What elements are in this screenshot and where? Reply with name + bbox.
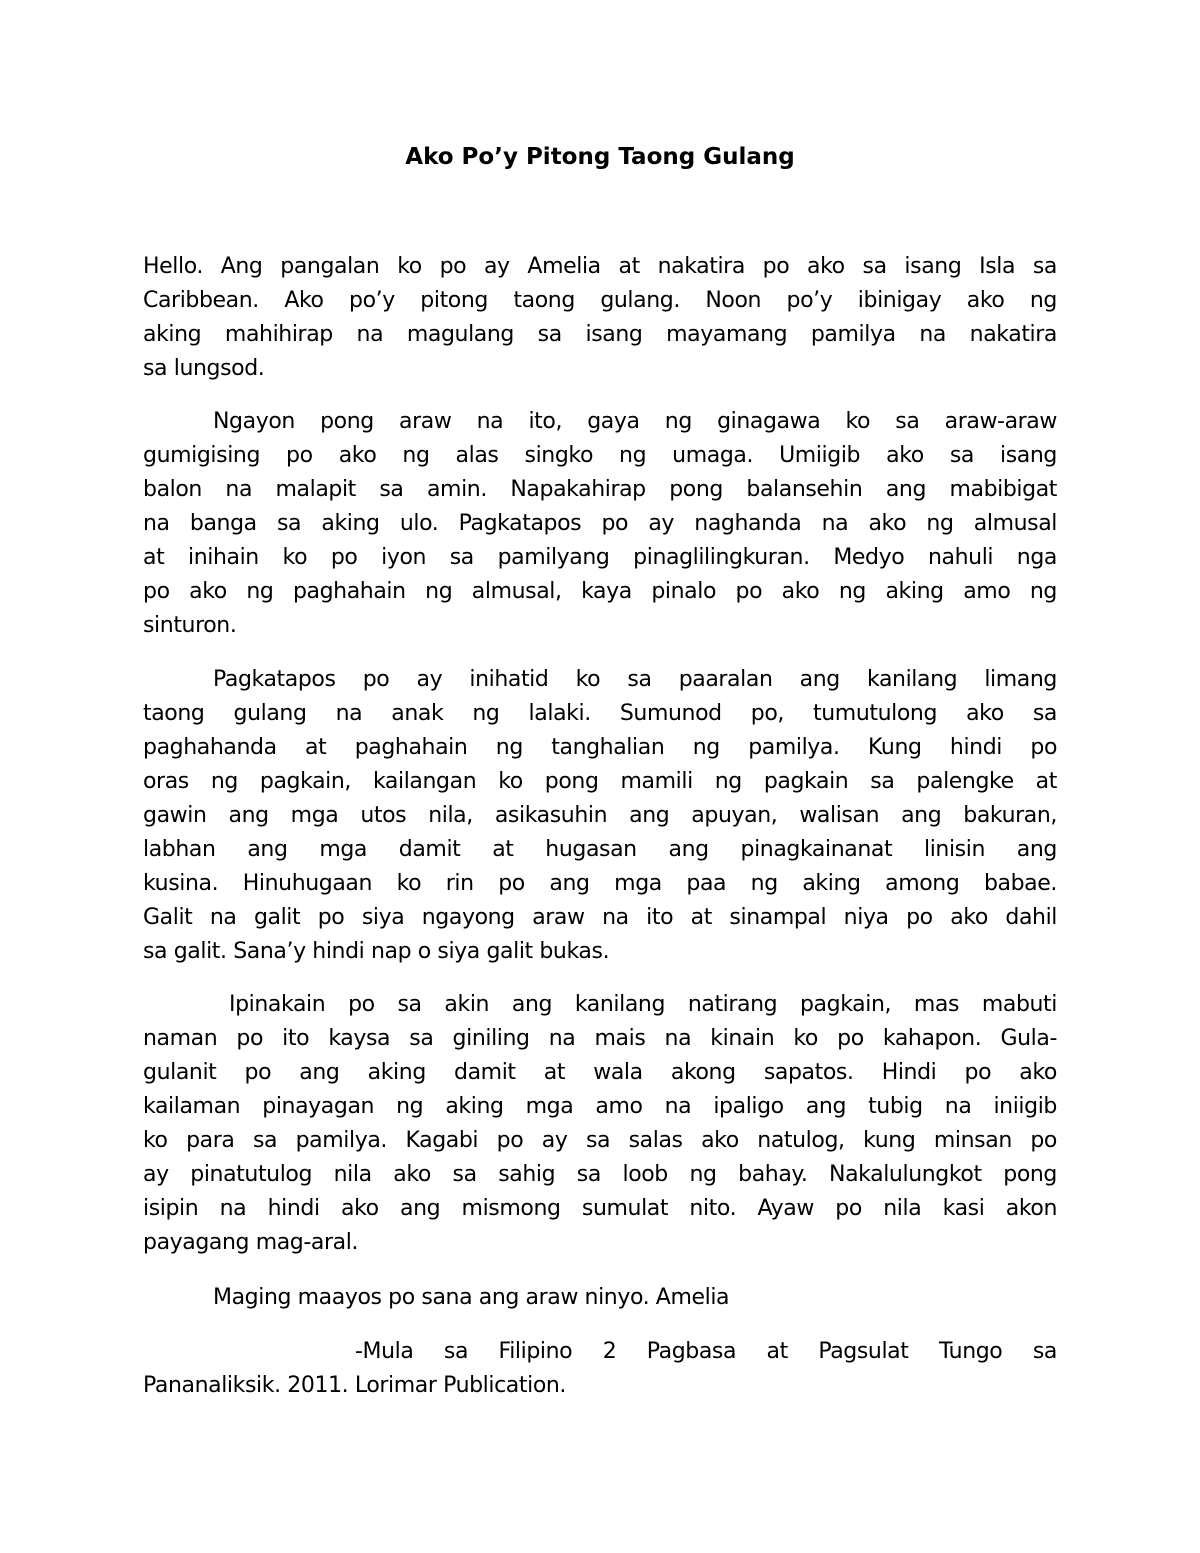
- text-line: sinturon.: [143, 613, 237, 638]
- text-line: gulanit po ang aking damit at wala akong sapatos. Hindi po ako: [143, 1060, 1057, 1085]
- text-line: gawin ang mga utos nila, asikasuhin ang apuyan, walisan ang bakuran,: [143, 803, 1057, 828]
- text-line: ay pinatutulog nila ako sa sahig sa loob ng bahay. Nakalulungkot pong: [143, 1162, 1057, 1187]
- source-citation: [143, 1335, 1057, 1403]
- text-line: oras ng pagkain, kailangan ko pong mamili ng pagkain sa palengke at: [143, 769, 1057, 794]
- paragraph-evening: [143, 988, 1057, 1260]
- text-line: na banga sa aking ulo. Pagkatapos po ay naghanda na ako ng almusal: [143, 511, 1057, 536]
- closing-line: [143, 1281, 1057, 1315]
- text-line: Hello. Ang pangalan ko po ay Amelia at nakatira po ako sa isang Isla sa: [143, 254, 1057, 279]
- text-line: Pananaliksik. 2011. Lorimar Publication.: [143, 1373, 567, 1398]
- document-title: Ako Po’y Pitong Taong Gulang: [405, 144, 795, 170]
- text-line: paghahanda at paghahain ng tanghalian ng pamilya. Kung hindi po: [143, 735, 1057, 760]
- text-line: sa lungsod.: [143, 356, 265, 381]
- paragraph-morning: [143, 405, 1057, 643]
- text-line: kailaman pinayagan ng aking mga amo na ipaligo ang tubig na iniigib: [143, 1094, 1057, 1119]
- paragraph-intro: [143, 250, 1057, 386]
- text-line: Ipinakain po sa akin ang kanilang natirang pagkain, mas mabuti: [229, 992, 1057, 1017]
- text-line: Ngayon pong araw na ito, gaya ng ginagawa ko sa araw-araw: [213, 409, 1057, 434]
- text-line: aking mahihirap na magulang sa isang mayamang pamilya na nakatira: [143, 322, 1057, 347]
- text-line: payagang mag-aral.: [143, 1230, 359, 1255]
- text-line: ko para sa pamilya. Kagabi po ay sa salas ako natulog, kung minsan po: [143, 1128, 1057, 1153]
- text-line: Maging maayos po sana ang araw ninyo. Amelia: [213, 1285, 730, 1310]
- text-line: Pagkatapos po ay inihatid ko sa paaralan ang kanilang limang: [213, 667, 1057, 692]
- text-line: isipin na hindi ako ang mismong sumulat nito. Ayaw po nila kasi akon: [143, 1196, 1057, 1221]
- text-line: balon na malapit sa amin. Napakahirap pong balansehin ang mabibigat: [143, 477, 1057, 502]
- text-line: naman po ito kaysa sa giniling na mais na kinain ko po kahapon. Gula-: [143, 1026, 1057, 1051]
- text-line: Caribbean. Ako po’y pitong taong gulang. Noon po’y ibinigay ako ng: [143, 288, 1057, 313]
- text-line: taong gulang na anak ng lalaki. Sumunod po, tumutulong ako sa: [143, 701, 1057, 726]
- text-line: at inihain ko po iyon sa pamilyang pinaglilingkuran. Medyo nahuli nga: [143, 545, 1057, 570]
- text-line: labhan ang mga damit at hugasan ang pinagkainanat linisin ang: [143, 837, 1057, 862]
- text-line: gumigising po ako ng alas singko ng umaga. Umiigib ako sa isang: [143, 443, 1057, 468]
- paragraph-afternoon: [143, 663, 1057, 969]
- text-line: kusina. Hinuhugaan ko rin po ang mga paa ng aking among babae.: [143, 871, 1057, 896]
- text-line: po ako ng paghahain ng almusal, kaya pinalo po ako ng aking amo ng: [143, 579, 1057, 604]
- text-line: -Mula sa Filipino 2 Pagbasa at Pagsulat Tungo sa: [355, 1339, 1057, 1364]
- text-line: Galit na galit po siya ngayong araw na ito at sinampal niya po ako dahil: [143, 905, 1057, 930]
- text-line: sa galit. Sana’y hindi nap o siya galit bukas.: [143, 939, 610, 964]
